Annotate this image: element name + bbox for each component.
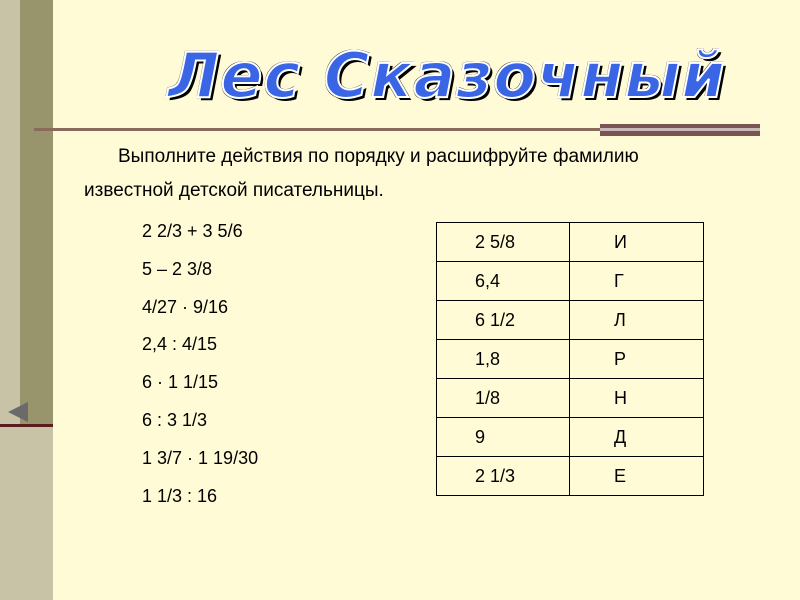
task-item: 2,4 : 4/15 bbox=[142, 334, 218, 355]
table-row bbox=[437, 223, 704, 262]
task-item: 1 3/7 · 1 19/30 bbox=[142, 447, 259, 468]
slide-title: Лес Сказочный bbox=[168, 39, 726, 112]
table-row bbox=[437, 262, 704, 301]
answer-key-table bbox=[436, 222, 704, 496]
sidebar-divider bbox=[0, 424, 53, 427]
task-item: 6 · 1 1/15 bbox=[142, 372, 219, 393]
answer-value: 2 1/3 bbox=[437, 457, 570, 496]
instructions bbox=[84, 140, 744, 208]
answer-letter: Р bbox=[570, 340, 704, 379]
answer-letter: Д bbox=[570, 418, 704, 457]
answer-value: 2 5/8 bbox=[437, 223, 570, 262]
table-row bbox=[437, 418, 704, 457]
table-row bbox=[437, 301, 704, 340]
answer-value: 1/8 bbox=[437, 379, 570, 418]
table-row bbox=[437, 379, 704, 418]
title-underline bbox=[34, 128, 600, 131]
answer-value: 6,4 bbox=[437, 262, 570, 301]
task-item: 2 2/3 + 3 5/6 bbox=[142, 221, 243, 241]
answer-value: 6 1/2 bbox=[437, 301, 570, 340]
sidebar-footer bbox=[0, 426, 53, 600]
answer-letter: Н bbox=[570, 379, 704, 418]
triangle-left-icon bbox=[8, 402, 28, 422]
task-item: 5 – 2 3/8 bbox=[142, 258, 213, 279]
table-row bbox=[437, 340, 704, 379]
task-item: 1 1/3 : 16 bbox=[142, 485, 218, 506]
answer-letter: Е bbox=[570, 457, 704, 496]
task-item: 6 : 3 1/3 bbox=[142, 409, 208, 430]
answer-value: 9 bbox=[437, 418, 570, 457]
back-arrow-icon[interactable] bbox=[4, 400, 32, 424]
instructions-line-2: известной детской писательницы. bbox=[84, 180, 384, 201]
answer-letter: И bbox=[570, 223, 704, 262]
task-list bbox=[142, 218, 258, 520]
answer-letter: Г bbox=[570, 262, 704, 301]
table-row bbox=[437, 457, 704, 496]
task-item: 4/27 · 9/16 bbox=[142, 296, 229, 317]
title-underline-accent bbox=[600, 124, 760, 136]
answer-letter: Л bbox=[570, 301, 704, 340]
instructions-line-1: Выполните действия по порядку и расшифруйте фамилию bbox=[118, 146, 639, 167]
answer-value: 1,8 bbox=[437, 340, 570, 379]
